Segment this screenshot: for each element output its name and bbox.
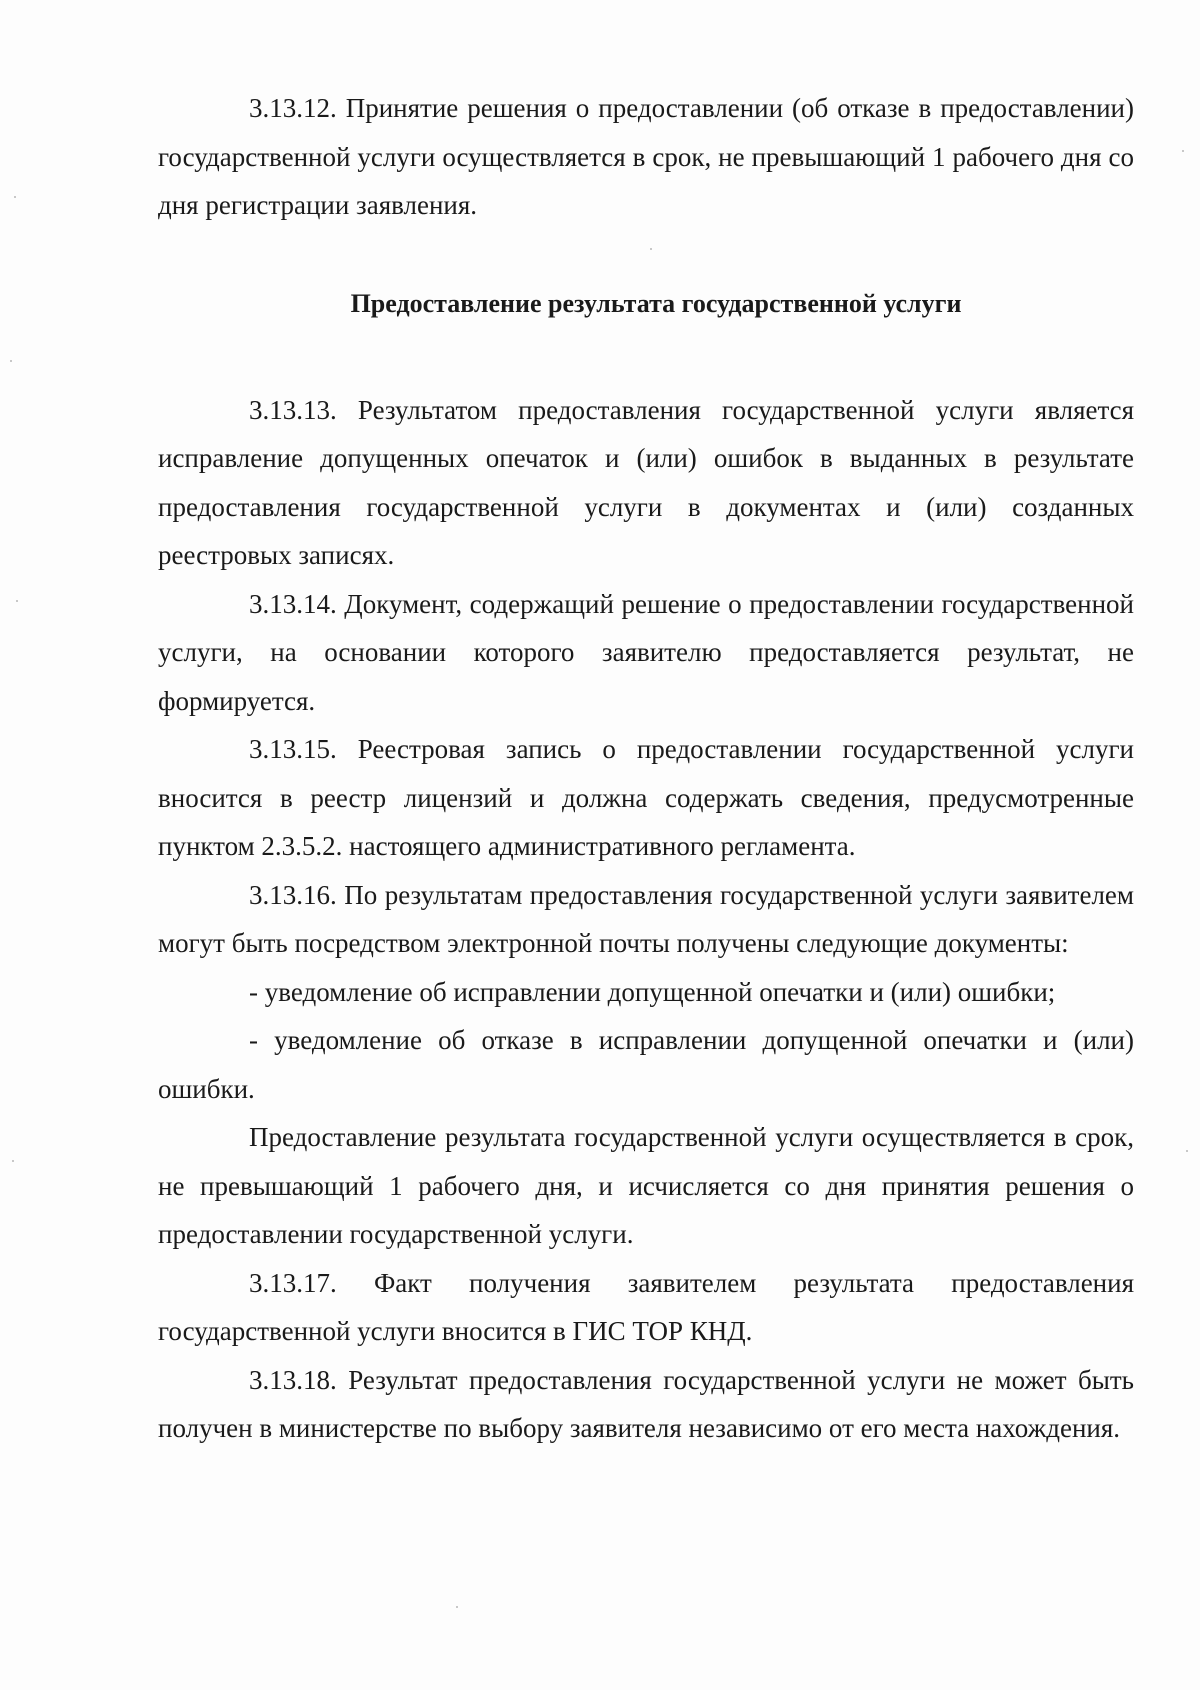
list-item-notice-correction: - уведомление об исправлении допущенной опечатки и (или) ошибки; <box>249 976 1056 1007</box>
paragraph-3-13-17: 3.13.17. Факт получения заявителем результата предоставления государственной услуги вносится в ГИС ТОР КНД. <box>158 1267 1134 1346</box>
scan-speck <box>1186 1150 1188 1152</box>
scan-speck <box>12 1160 14 1162</box>
paragraph-3-13-15: 3.13.15. Реестровая запись о предоставлении государственной услуги вносится в реестр лицензий и должна содержать сведения, предусмотренные пунктом 2.3.5.2. настоящего административного регламента. <box>158 734 1134 861</box>
scan-speck <box>1182 150 1184 152</box>
paragraph-3-13-13: 3.13.13. Результатом предоставления государственной услуги является исправление допущенных опечаток и (или) ошибок в выданных в результате предоставления государственной услуги в документах и (или) созданных реестровых записях. <box>158 394 1134 570</box>
scan-speck <box>456 1606 458 1608</box>
paragraph-3-13-14: 3.13.14. Документ, содержащий решение о предоставлении государственной услуги, на основании которого заявителю предоставляется результат, не формируется. <box>158 588 1134 716</box>
scan-speck <box>10 360 12 362</box>
section-heading: Предоставление результата государственной услуги <box>350 288 962 318</box>
document-body <box>158 84 1134 1453</box>
paragraph-3-13-12: 3.13.12. Принятие решения о предоставлении (об отказе в предоставлении) государственной услуги осуществляется в срок, не превышающий 1 рабочего дня со дня регистрации заявления. <box>158 93 1134 220</box>
scan-speck <box>14 196 16 198</box>
paragraph-3-13-18: 3.13.18. Результат предоставления государственной услуги не может быть получен в министерстве по выбору заявителя независимо от его места нахождения. <box>158 1364 1134 1443</box>
paragraph-3-13-16: 3.13.16. По результатам предоставления государственной услуги заявителем могут быть посредством электронной почты получены следующие документы: <box>158 879 1134 958</box>
list-item-notice-refusal: - уведомление об отказе в исправлении допущенной опечатки и (или) ошибки. <box>158 1025 1134 1104</box>
paragraph-result-deadline: Предоставление результата государственной услуги осуществляется в срок, не превышающий 1 рабочего дня, и исчисляется со дня принятия решения о предоставлении государственной услуги. <box>158 1122 1134 1249</box>
scan-speck <box>16 600 18 602</box>
